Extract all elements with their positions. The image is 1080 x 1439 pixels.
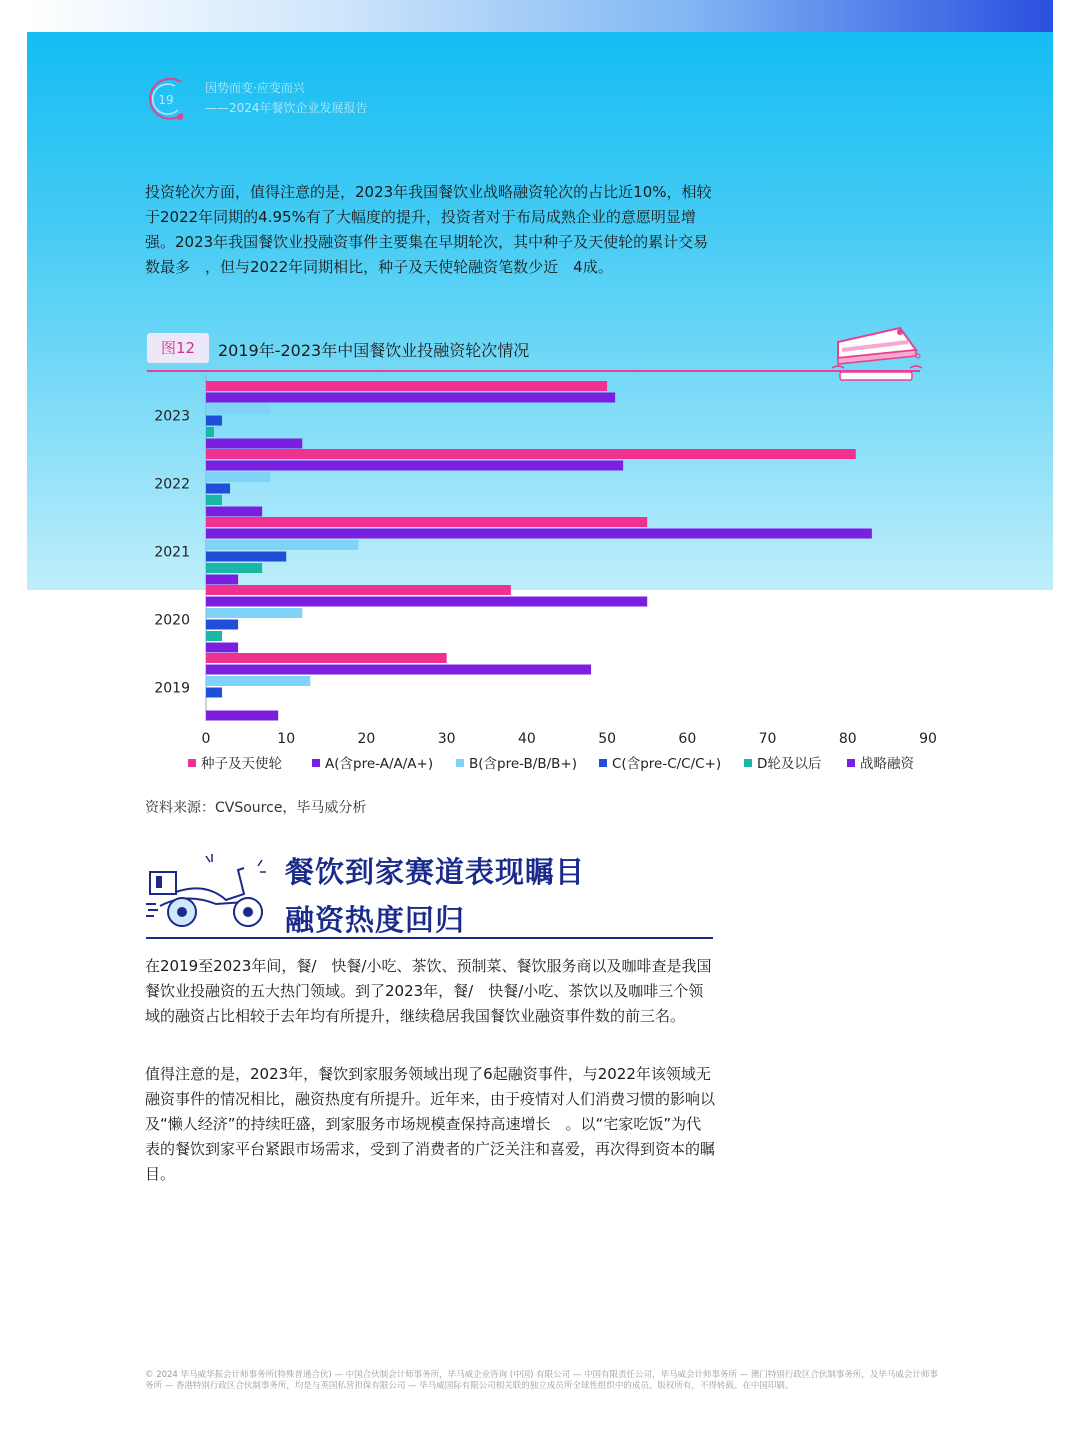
x-tick-label-70: 70 <box>758 731 777 747</box>
bar-2020-series-5 <box>206 643 238 653</box>
section-paragraph-2: 值得注意的是，2023年，餐饮到家服务领域出现了6起融资事件，与2022年该领域无融资事件的情况相比，融资热度有所提升。近年来，由于疫情对人们消费习惯的影响以及“懒人经济”的持续旺盛，到家服务市场规模查保持高速增长 。以“宅家吃饭”为代表的餐饮到家平台紧跟市场需求，受到了消费者的广泛关注和喜爱，再次得到资本的瞩目。 <box>145 1065 716 1183</box>
bar-2020-series-2 <box>206 608 302 618</box>
bar-2023-series-0 <box>206 381 607 391</box>
bar-2021-series-5 <box>206 575 238 585</box>
figure-label: 图12 <box>147 333 209 363</box>
legend-label-3: C(含pre-C/C/C+) <box>612 756 722 772</box>
y-tick-label-2022: 2022 <box>154 476 190 493</box>
page-number: 19 <box>158 93 174 107</box>
x-tick-label-20: 20 <box>357 731 376 747</box>
bar-2019-series-1 <box>206 665 591 675</box>
intro-paragraph: 投资轮次方面，值得注意的是，2023年我国餐饮业战略融资轮次的占比近10%，相较于2022年同期的4.95%有了大幅度的提升，投资者对于布局成熟企业的意愿明显增强。2023年我国餐饮业投融资事件主要集在早期轮次，其中种子及天使轮的累计交易数最多 ，但与2022年同期相比，种子及天使轮融资笔数少近 4成。 <box>145 183 712 276</box>
legend-swatch-4 <box>744 759 752 767</box>
bar-2021-series-1 <box>206 529 872 539</box>
section-divider <box>146 937 713 939</box>
bar-2021-series-0 <box>206 517 647 527</box>
x-tick-label-80: 80 <box>838 731 857 747</box>
section-paragraph-1: 在2019至2023年间，餐/ 快餐/小吃、茶饮、预制菜、餐饮服务商以及咖啡查是我国餐饮业投融资的五大热门领域。到了2023年，餐/ 快餐/小吃、茶饮以及咖啡三个领域的融资占比相较于去年均有所提升，继续稳居我国餐饮业融资事件数的前三名。 <box>145 957 712 1025</box>
y-tick-label-2021: 2021 <box>154 544 190 561</box>
x-tick-label-30: 30 <box>437 731 456 747</box>
y-tick-label-2020: 2020 <box>154 612 190 629</box>
figure-divider <box>147 370 920 372</box>
top-gradient-strip <box>27 0 1053 32</box>
bar-2019-series-5 <box>206 711 278 721</box>
header-series-line: 因势而变·应变而兴 <box>205 81 305 95</box>
legend-label-5: 战略融资 <box>860 756 914 772</box>
bar-2022-series-4 <box>206 495 222 505</box>
bar-2019-series-0 <box>206 653 447 663</box>
funding-rounds-bar-chart <box>140 375 940 783</box>
header-report-line: ——2024年餐饮企业发展报告 <box>205 101 368 115</box>
bar-2023-series-4 <box>206 427 214 437</box>
x-tick-label-10: 10 <box>277 731 296 747</box>
bar-2021-series-4 <box>206 563 262 573</box>
bar-2020-series-4 <box>206 631 222 641</box>
legend-label-4: D轮及以后 <box>757 756 822 772</box>
bar-2019-series-3 <box>206 688 222 698</box>
bar-2021-series-3 <box>206 552 286 562</box>
x-tick-label-60: 60 <box>678 731 697 747</box>
bar-2020-series-1 <box>206 597 647 607</box>
bar-2023-series-3 <box>206 416 222 426</box>
figure-title: 2019年-2023年中国餐饮业投融资轮次情况 <box>218 341 530 360</box>
x-tick-label-90: 90 <box>919 731 937 747</box>
bar-2022-series-5 <box>206 507 262 517</box>
section-title-line2: 融资热度回归 <box>285 903 466 937</box>
legend-swatch-3 <box>599 759 607 767</box>
bar-2019-series-2 <box>206 676 310 686</box>
bar-2020-series-0 <box>206 585 511 595</box>
delivery-scooter-icon <box>146 852 272 932</box>
bar-2022-series-0 <box>206 449 856 459</box>
y-tick-label-2019: 2019 <box>154 680 190 697</box>
legend-swatch-1 <box>312 759 320 767</box>
page-number-badge <box>145 76 189 124</box>
legend-label-0: 种子及天使轮 <box>201 756 282 772</box>
legend-label-2: B(含pre-B/B/B+) <box>469 756 578 772</box>
bar-2023-series-5 <box>206 439 302 449</box>
bar-2020-series-3 <box>206 620 238 630</box>
bar-2023-series-2 <box>206 404 270 414</box>
legend-label-1: A(含pre-A/A/A+) <box>325 756 434 772</box>
bar-2022-series-1 <box>206 461 623 471</box>
legend-swatch-2 <box>456 759 464 767</box>
legend-swatch-0 <box>188 759 196 767</box>
bar-2021-series-2 <box>206 540 358 550</box>
bar-2023-series-1 <box>206 393 615 403</box>
figure-source: 资料来源：CVSource，毕马威分析 <box>145 800 367 816</box>
legend-swatch-5 <box>847 759 855 767</box>
x-tick-label-0: 0 <box>201 731 211 747</box>
section-title-line1: 餐饮到家赛道表现瞩目 <box>285 855 586 889</box>
x-tick-label-50: 50 <box>598 731 617 747</box>
bar-2022-series-2 <box>206 472 270 482</box>
bar-2022-series-3 <box>206 484 230 494</box>
x-tick-label-40: 40 <box>517 731 536 747</box>
copyright-footer: © 2024 毕马威华振会计师事务所(特殊普通合伙) — 中国合伙制会计师事务所，毕马威企业咨询 (中国) 有限公司 — 中国有限责任公司，毕马威会计师事务所 — 澳门特别行政区合伙制事务所，及毕马威会计师事务所 — 香港特别行政区合伙制事务所，均是与英国私营担保有限公司 — 毕马威国际有限公司相关联的独立成员所全球性组织中的成员。版权所有，不得转载。在中国印刷。 <box>145 1370 938 1391</box>
y-tick-label-2023: 2023 <box>154 408 190 425</box>
